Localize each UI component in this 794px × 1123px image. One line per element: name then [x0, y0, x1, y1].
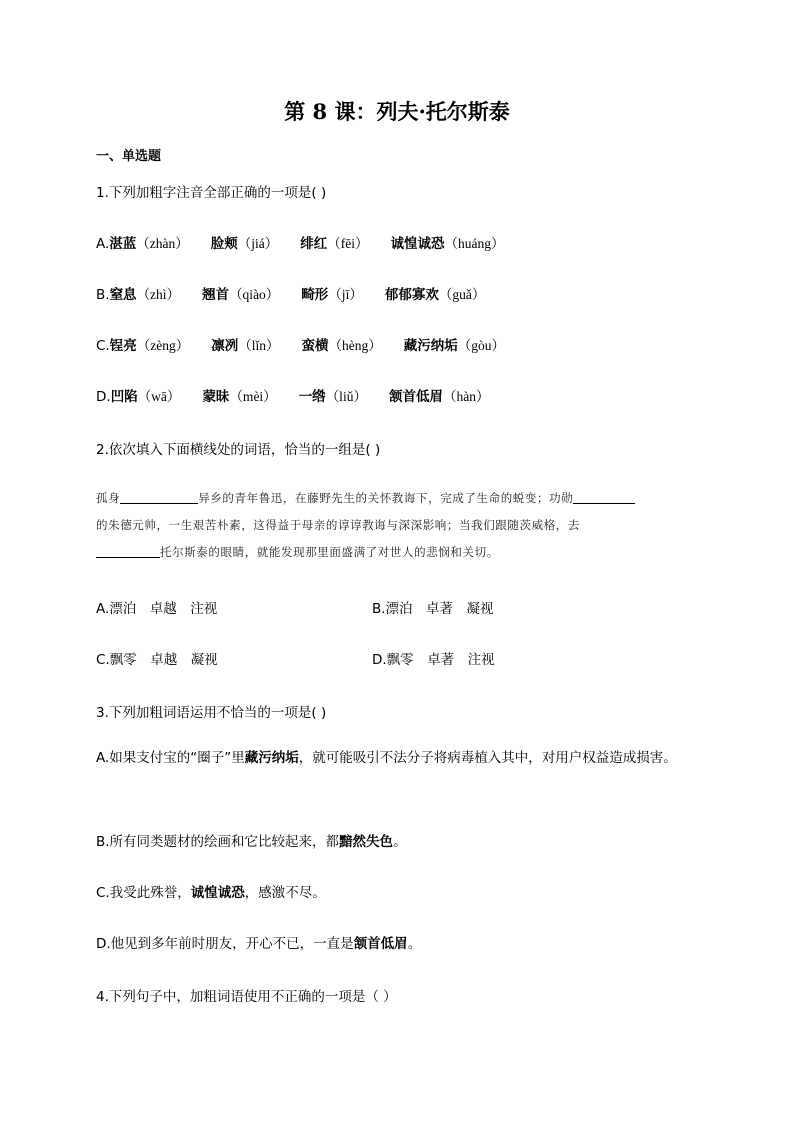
option-text: ，感激不尽。 — [244, 885, 326, 901]
blank-3[interactable] — [96, 545, 160, 558]
option-word: 畸形 — [301, 287, 329, 303]
option-word: 湛蓝 — [109, 236, 137, 252]
q1-option-a[interactable] — [96, 232, 505, 252]
option-pinyin: （gòu） — [457, 338, 505, 353]
q1-option-b[interactable] — [96, 283, 485, 303]
option-pinyin: （qiào） — [229, 287, 280, 302]
page-title: 第 8 课：列夫·托尔斯泰 — [284, 99, 510, 124]
q2-option-c[interactable]: C.飘零 卓越 凝视 — [96, 652, 218, 668]
option-bold-word: 颔首低眉 — [353, 936, 408, 952]
q3-option-c[interactable] — [96, 881, 326, 901]
option-prefix: C. — [96, 338, 110, 354]
option-word: 一绺 — [298, 389, 326, 405]
section-title: 一、单选题 — [96, 149, 162, 164]
option-pinyin: （jiá） — [237, 236, 279, 251]
option-pinyin: （lǐn） — [238, 338, 280, 353]
q2-option-b[interactable]: B.漂泊 卓著 凝视 — [372, 601, 494, 617]
option-word: 凹陷 — [110, 389, 138, 405]
option-word: 绯红 — [300, 236, 328, 252]
q2-option-d[interactable]: D.飘零 卓著 注视 — [372, 652, 495, 668]
option-pinyin: （liǔ） — [325, 389, 367, 404]
q2-stem: 2.依次填入下面横线处的词语，恰当的一组是( ) — [96, 442, 381, 458]
option-prefix: B. — [96, 287, 110, 303]
option-word: 翘首 — [202, 287, 230, 303]
option-pinyin: （hèng） — [328, 338, 382, 353]
option-text: D.他见到多年前时朋友，开心不已，一直是 — [96, 936, 354, 952]
option-word: 郁郁寡欢 — [384, 287, 439, 303]
option-text: 。 — [393, 834, 407, 850]
option-text: ，就可能吸引不法分子将病毒植入其中，对用户权益造成损害。 — [298, 750, 677, 766]
option-pinyin: （zhàn） — [136, 236, 189, 251]
option-word: 蛮横 — [301, 338, 329, 354]
option-pinyin: （jī） — [328, 287, 363, 302]
option-pinyin: （zhì） — [136, 287, 181, 302]
q3-option-b[interactable] — [96, 830, 407, 850]
option-bold-word: 藏污纳垢 — [244, 750, 299, 766]
option-text: A.如果支付宝的“圈子”里 — [96, 750, 245, 766]
option-word: 蒙昧 — [202, 389, 230, 405]
option-pinyin: （wā） — [137, 389, 181, 404]
option-prefix: D. — [96, 389, 111, 405]
option-word: 窒息 — [109, 287, 137, 303]
q2-passage-line-2: 的朱德元帅，一生艰苦朴素，这得益于母亲的谆谆教诲与深深影响；当我们跟随茨威格，去 — [96, 518, 580, 532]
q2-passage-line-1 — [96, 490, 696, 506]
blank-1[interactable] — [120, 491, 198, 504]
option-pinyin: （zèng） — [136, 338, 190, 353]
option-text: B.所有同类题材的绘画和它比较起来，都 — [96, 834, 340, 850]
option-prefix: A. — [96, 236, 110, 252]
q2-passage-line-3 — [96, 544, 696, 560]
option-pinyin: （hàn） — [442, 389, 490, 404]
option-word: 颔首低眉 — [388, 389, 443, 405]
blank-2[interactable] — [573, 491, 635, 504]
option-word: 藏污纳垢 — [403, 338, 458, 354]
option-pinyin: （guǎ） — [438, 287, 486, 302]
option-text: 。 — [407, 936, 422, 952]
option-pinyin: （fēi） — [327, 236, 369, 251]
option-text: C.我受此殊誉， — [96, 885, 191, 901]
option-pinyin: （mèi） — [229, 389, 277, 404]
q3-stem: 3.下列加粗词语运用不恰当的一项是( ) — [96, 705, 327, 721]
q1-stem: 1.下列加粗字注音全部正确的一项是( ) — [96, 185, 327, 201]
passage-text: 异乡的青年鲁迅，在藤野先生的关怀教诲下，完成了生命的蜕变；功勋 — [198, 491, 574, 505]
q4-stem: 4.下列句子中，加粗词语使用不正确的一项是（ ） — [96, 989, 397, 1005]
passage-text: 托尔斯泰的眼睛，就能发现那里面盛满了对世人的悲悯和关切。 — [160, 545, 499, 559]
option-word: 诚惶诚恐 — [390, 236, 445, 252]
option-word: 脸颊 — [210, 236, 238, 252]
q2-option-a[interactable]: A.漂泊 卓越 注视 — [96, 601, 218, 617]
q3-option-a[interactable] — [96, 745, 696, 772]
option-word: 锃亮 — [109, 338, 137, 354]
option-bold-word: 诚惶诚恐 — [190, 885, 245, 901]
q1-option-c[interactable] — [96, 334, 505, 354]
passage-text: 孤身 — [96, 491, 121, 505]
option-word: 凛冽 — [211, 338, 239, 354]
q3-option-d[interactable] — [96, 932, 421, 952]
option-pinyin: （huáng） — [444, 236, 505, 251]
q1-option-d[interactable] — [96, 385, 489, 405]
option-bold-word: 黯然失色 — [339, 834, 394, 850]
